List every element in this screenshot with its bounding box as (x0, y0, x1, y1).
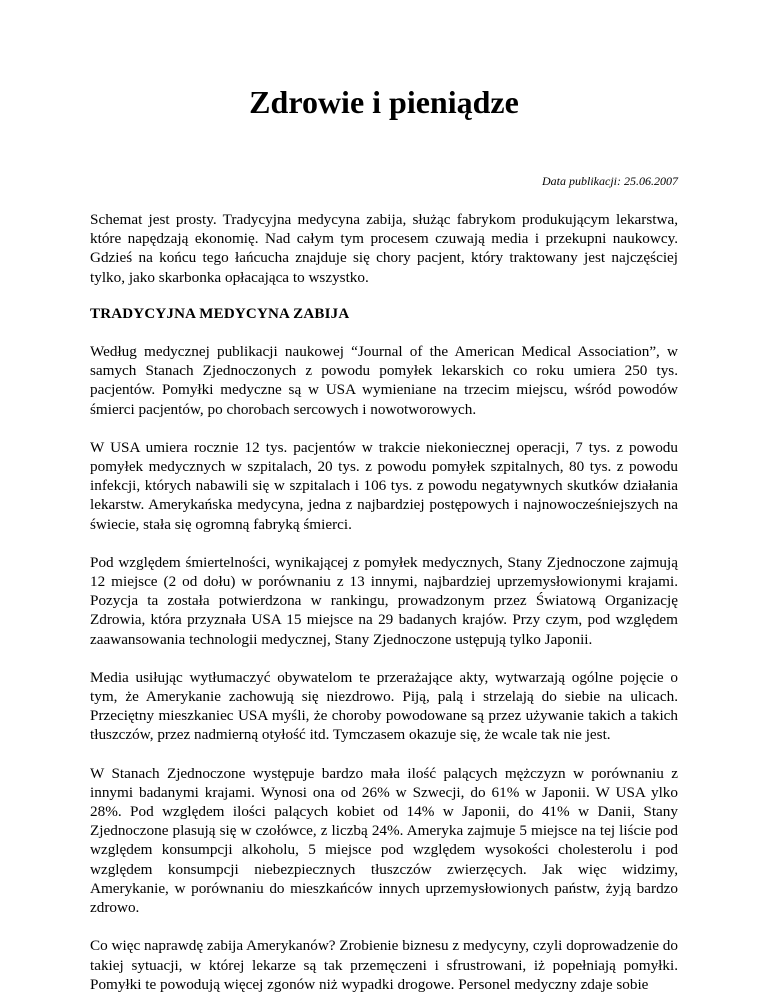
document-content (90, 0, 678, 994)
section-heading: TRADYCYJNA MEDYCYNA ZABIJA (90, 305, 350, 322)
body-paragraph-3: Pod względem śmiertelności, wynikającej z pomyłek medycznych, Stany Zjednoczone zajmują 12 miejsce (2 od dołu) w porównaniu z 13 innymi, najbardziej uprzemysłowionymi krajami. Pozycja ta została potwierdzona w rankingu, prowadzonym przez Światową Organizację Zdrowia, która przyznała USA 15 miejsce na 29 badanych krajów. Przy czym, pod względem zaawansowania technologii medycznej, Stany Zjednoczone ustępują tylko Japonii. (90, 553, 678, 648)
body-paragraph-1: Według medycznej publikacji naukowej “Journal of the American Medical Association”, w samych Stanach Zjednoczonych z powodu pomyłek lekarskich co roku umiera 250 tys. pacjentów. Pomyłki medyczne są w USA wymieniane na trzecim miejscu, wśród powodów śmierci pacjentów, po chorobach sercowych i nowotworowych. (90, 343, 678, 418)
body-paragraph-5: W Stanach Zjednoczone występuje bardzo mała ilość palących mężczyzn w porównaniu z innymi badanymi krajami. Wynosi ona od 26% w Szwecji, do 61% w Japonii. W USA ylko 28%. Pod względem ilości palących kobiet od 14% w Japonii, do 41% w Danii, Stany Zjednoczone plasują się w czołówce, z liczbą 24%. Ameryka zajmuje 5 miejsce na tej liście pod względem konsumpcji alkoholu, 5 miejsce pod względem wysokości cholesterolu i pod względem konsumpcji niebezpiecznych tłuszczów zwierzęcych. Jak więc widzimy, Amerykanie, w porównaniu do mieszkańców innych uprzemysłowionych państw, żyją bardzo zdrowo. (90, 764, 678, 917)
publication-date: Data publikacji: 25.06.2007 (542, 174, 678, 188)
page-title: Zdrowie i pieniądze (249, 84, 519, 120)
body-paragraph-4: Media usiłując wytłumaczyć obywatelom te przerażające akty, wytwarzają ogólne pojęcie o tym, że Amerykanie zachowują się niezdrowo. Piją, palą i strzelają do siebie na ulicach. Przeciętny mieszkaniec USA myśli, że choroby powodowane są przez używanie takich a takich tłuszczów, przez nadmierną otyłość itd. Tymczasem okazuje się, że wcale tak nie jest. (90, 668, 678, 744)
body-paragraph-2: W USA umiera rocznie 12 tys. pacjentów w trakcie niekoniecznej operacji, 7 tys. z powodu pomyłek medycznych w szpitalach, 20 tys. z powodu pomyłek szpitalnych, 80 tys. z powodu infekcji, których nabawili się w szpitalach i 106 tys. z powodu negatywnych skutków działania lekarstw. Amerykańska medycyna, jedna z najbardziej postępowych i najnowocześniejszych na świecie, stała się ogromną fabryką śmierci. (90, 438, 678, 533)
intro-paragraph: Schemat jest prosty. Tradycyjna medycyna zabija, służąc fabrykom produkującym lekarstwa, które napędzają ekonomię. Nad całym tym procesem czuwają media i przekupni naukowcy. Gdzieś na końcu tego łańcucha znajduje się chory pacjent, który traktowany jest najczęściej tylko, jako skarbonka opłacająca to wszystko. (90, 211, 678, 286)
body-paragraph-6: Co więc naprawdę zabija Amerykanów? Zrobienie biznesu z medycyny, czyli doprowadzenie do takiej sytuacji, w której lekarze są tak przemęczeni i sfrustrowani, iż popełniają pomyłki. Pomyłki te powodują więcej zgonów niż wypadki drogowe. Personel medyczny zdaje sobie (90, 937, 678, 993)
